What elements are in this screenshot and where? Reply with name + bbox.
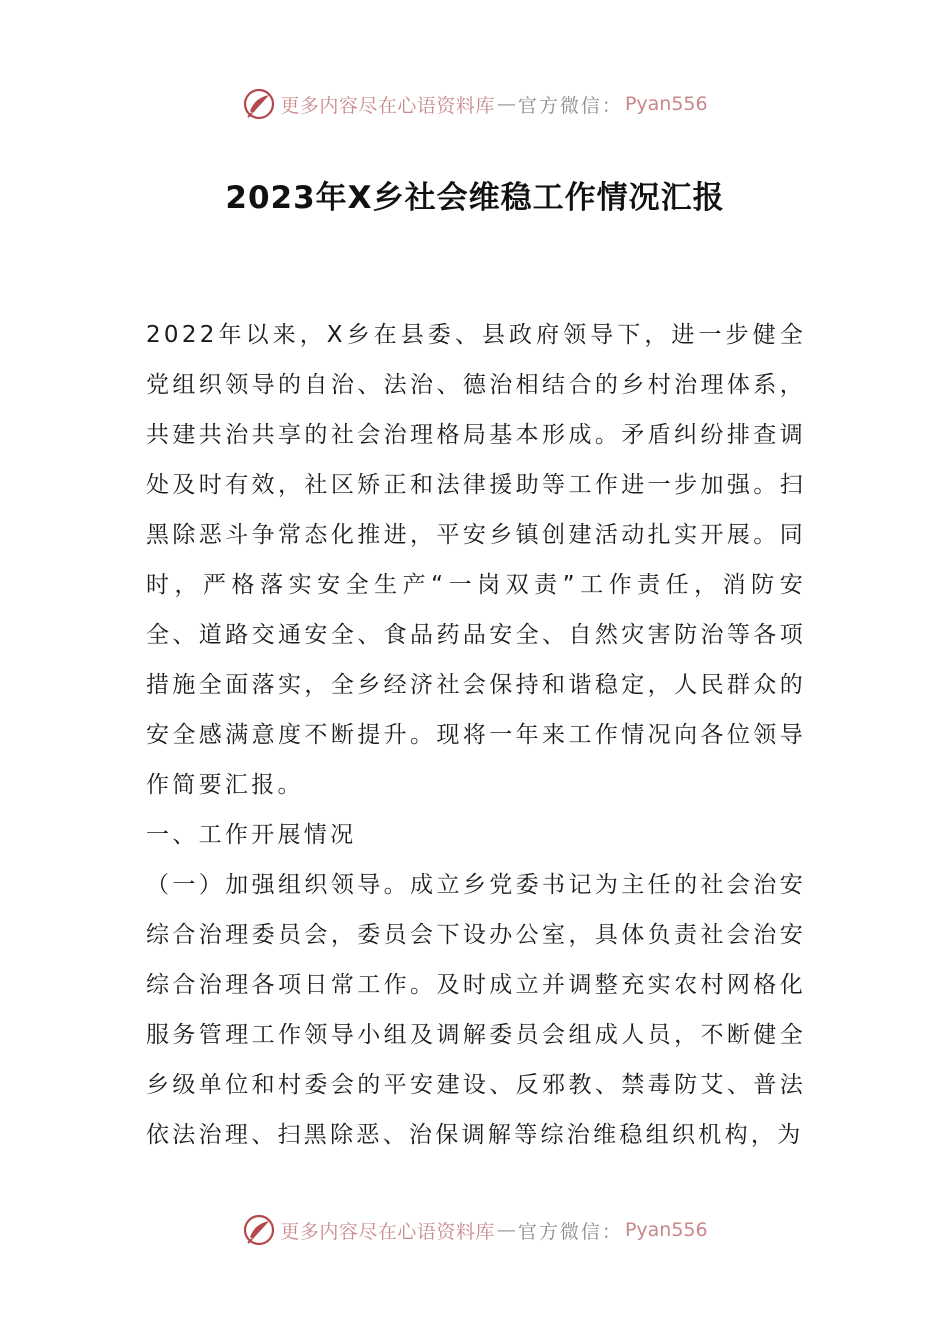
footer-watermark-banner	[0, 1210, 950, 1250]
banner-separator: —	[496, 1219, 516, 1241]
banner-wechat-id: Pyan556	[624, 93, 708, 115]
paragraph-intro: 2022年以来，X乡在县委、县政府领导下，进一步健全党组织领导的自治、法治、德治相结合的乡村治理体系，共建共治共享的社会治理格局基本形成。矛盾纠纷排查调处及时有效，社区矫正和法律援助等工作进一步加强。扫黑除恶斗争常态化推进，平安乡镇创建活动扎实开展。同时，严格落实安全生产“一岗双责”工作责任，消防安全、道路交通安全、食品药品安全、自然灾害防治等各项措施全面落实，全乡经济社会保持和谐稳定，人民群众的安全感满意度不断提升。现将一年来工作情况向各位领导作简要汇报。	[146, 322, 806, 798]
header-watermark-banner	[0, 84, 950, 124]
document-title: 2023年X乡社会维稳工作情况汇报	[225, 180, 725, 216]
banner-separator: —	[496, 93, 516, 115]
banner-text: 更多内容尽在心语资料库	[280, 94, 495, 117]
document-body	[146, 310, 806, 1160]
brand-logo-icon	[242, 87, 276, 121]
banner-wechat-id: Pyan556	[624, 1219, 708, 1241]
banner-official-label: 官方微信：	[517, 1220, 623, 1243]
banner-official-label: 官方微信：	[517, 94, 623, 117]
section-heading: 一、工作开展情况	[146, 822, 357, 848]
brand-logo-icon	[242, 1213, 276, 1247]
banner-text: 更多内容尽在心语资料库	[280, 1220, 495, 1243]
paragraph-organization: （一）加强组织领导。成立乡党委书记为主任的社会治安综合治理委员会，委员会下设办公室，具体负责社会治安综合治理各项日常工作。及时成立并调整充实农村网格化服务管理工作领导小组及调解委员会组成人员，不断健全乡级单位和村委会的平安建设、反邪教、禁毒防艾、普法依法治理、扫黑除恶、治保调解等综治维稳组织机构，为	[146, 872, 806, 1148]
